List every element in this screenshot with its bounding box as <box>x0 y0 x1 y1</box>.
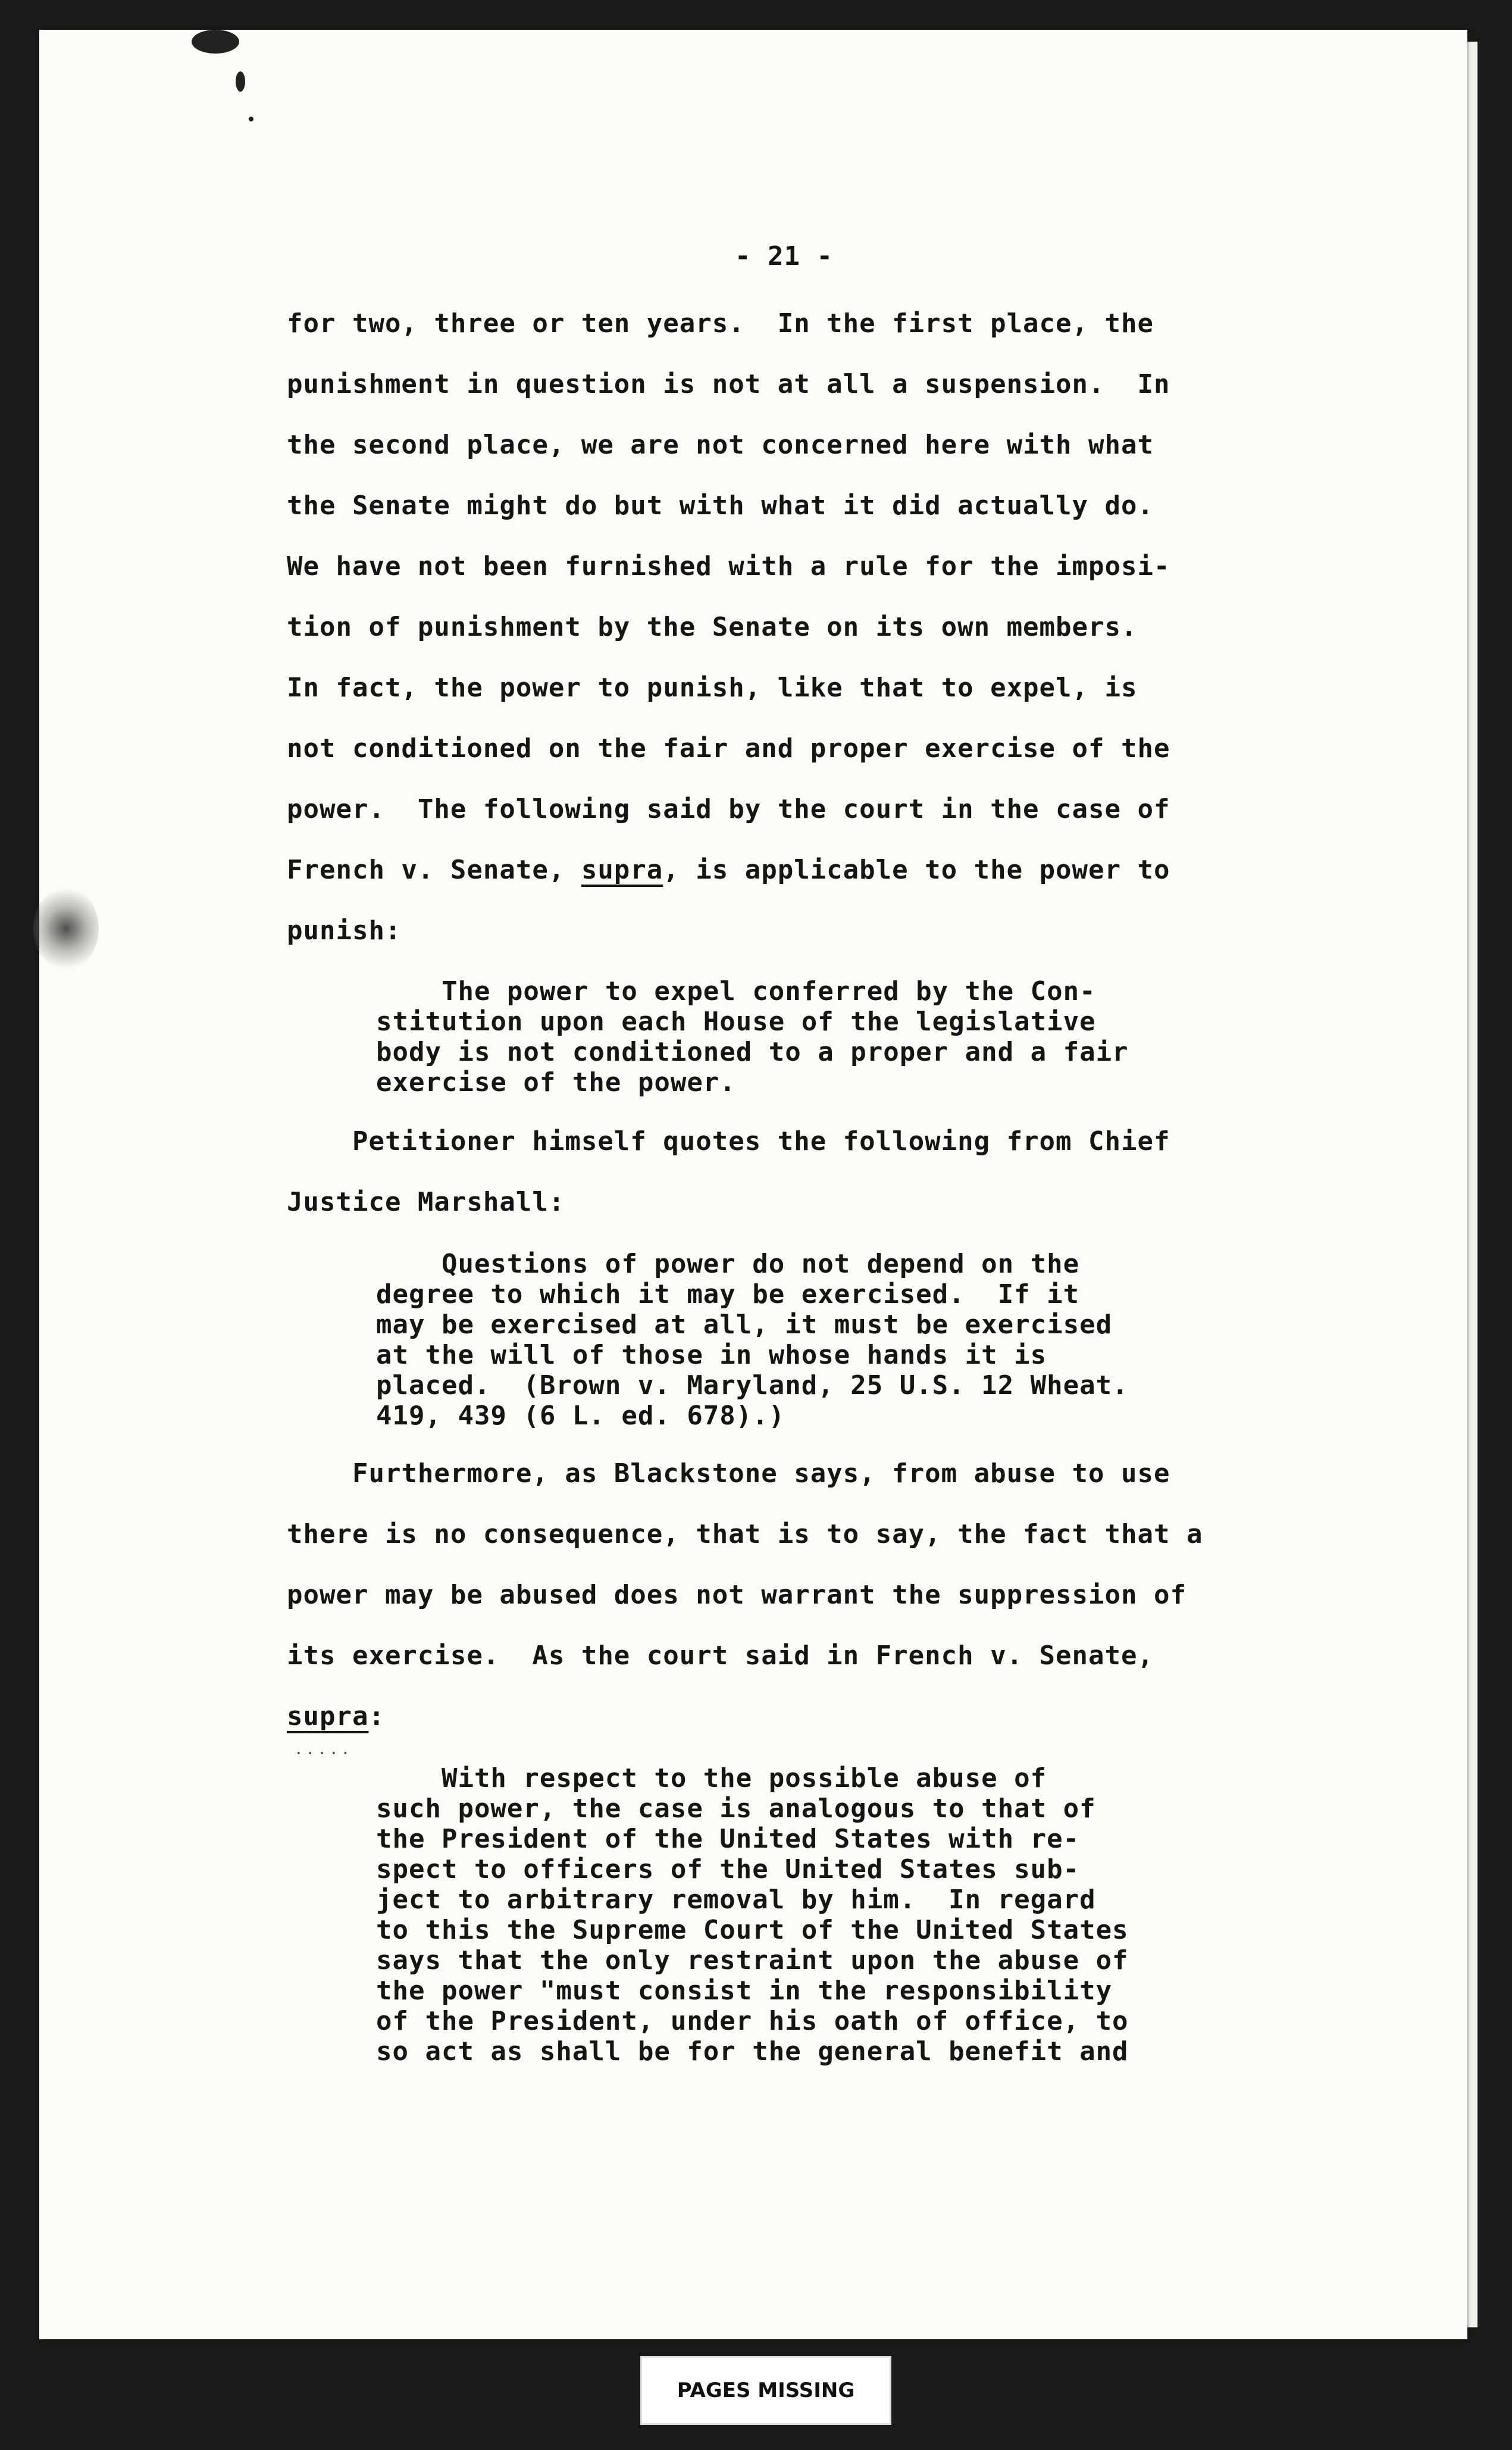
quote-line: Questions of power do not depend on the <box>376 1249 1080 1279</box>
quote-line: such power, the case is analogous to that of <box>376 1793 1096 1824</box>
pages-missing-stamp: PAGES MISSING <box>640 2356 891 2425</box>
text-line: Petitioner himself quotes the following from Chief <box>287 1126 1170 1157</box>
text-line: its exercise. As the court said in French v. Senate, <box>287 1640 1154 1671</box>
quote-line: says that the only restraint upon the abuse of <box>376 1945 1129 1976</box>
quote-line: to this the Supreme Court of the United States <box>376 1915 1129 1945</box>
ink-speck <box>236 71 245 92</box>
quote-line: the President of the United States with re- <box>376 1824 1080 1854</box>
quote-line: degree to which it may be exercised. If it <box>376 1279 1080 1310</box>
text-line: power may be abused does not warrant the suppression of <box>287 1580 1187 1610</box>
text-line: We have not been furnished with a rule for the imposi- <box>287 551 1170 582</box>
quote-line: so act as shall be for the general benefit and <box>376 2036 1129 2067</box>
text-segment: French v. Senate, <box>287 855 581 885</box>
quote-line: stitution upon each House of the legislative <box>376 1007 1096 1037</box>
text-line: tion of punishment by the Senate on its own members. <box>287 612 1138 642</box>
quote-line: exercise of the power. <box>376 1067 736 1098</box>
text-line: In fact, the power to punish, like that to expel, is <box>287 673 1138 703</box>
underlined-citation: supra <box>287 1701 369 1732</box>
quote-line: of the President, under his oath of office, to <box>376 2006 1129 2036</box>
quote-line: at the will of those in whose hands it is <box>376 1340 1047 1370</box>
quote-line: placed. (Brown v. Maryland, 25 U.S. 12 Wheat. <box>376 1370 1129 1401</box>
text-segment: , is applicable to the power to <box>663 855 1170 885</box>
quote-line: body is not conditioned to a proper and a fair <box>376 1037 1129 1067</box>
quote-line: ject to arbitrary removal by him. In regard <box>376 1885 1096 1915</box>
text-line: the second place, we are not concerned here with what <box>287 430 1154 460</box>
text-line: not conditioned on the fair and proper exercise of the <box>287 733 1170 764</box>
text-line-with-citation <box>287 855 1170 885</box>
page-number: - 21 - <box>735 241 833 271</box>
text-line: there is no consequence, that is to say, the fact that a <box>287 1519 1203 1549</box>
film-smudge <box>33 887 99 970</box>
dot-leader: ..... <box>294 1740 353 1758</box>
ink-speck <box>249 117 253 121</box>
text-line: for two, three or ten years. In the first place, the <box>287 308 1154 339</box>
ink-blot <box>192 30 239 54</box>
text-line: power. The following said by the court in the case of <box>287 794 1170 824</box>
quote-line: With respect to the possible abuse of <box>376 1763 1047 1793</box>
text-line: punish: <box>287 915 402 946</box>
quote-line: spect to officers of the United States sub- <box>376 1854 1080 1885</box>
quote-line: 419, 439 (6 L. ed. 678).) <box>376 1401 785 1431</box>
text-segment: : <box>368 1701 385 1732</box>
text-line: the Senate might do but with what it did actually do. <box>287 490 1154 521</box>
quote-line: may be exercised at all, it must be exercised <box>376 1310 1113 1340</box>
text-line: Furthermore, as Blackstone says, from abuse to use <box>287 1458 1170 1489</box>
text-line: Justice Marshall: <box>287 1187 565 1217</box>
text-line-with-citation <box>287 1701 385 1732</box>
text-line: punishment in question is not at all a suspension. In <box>287 369 1170 399</box>
underlined-citation: supra <box>581 855 663 885</box>
quote-line: The power to expel conferred by the Con- <box>376 976 1096 1007</box>
quote-line: the power "must consist in the responsibility <box>376 1976 1113 2006</box>
